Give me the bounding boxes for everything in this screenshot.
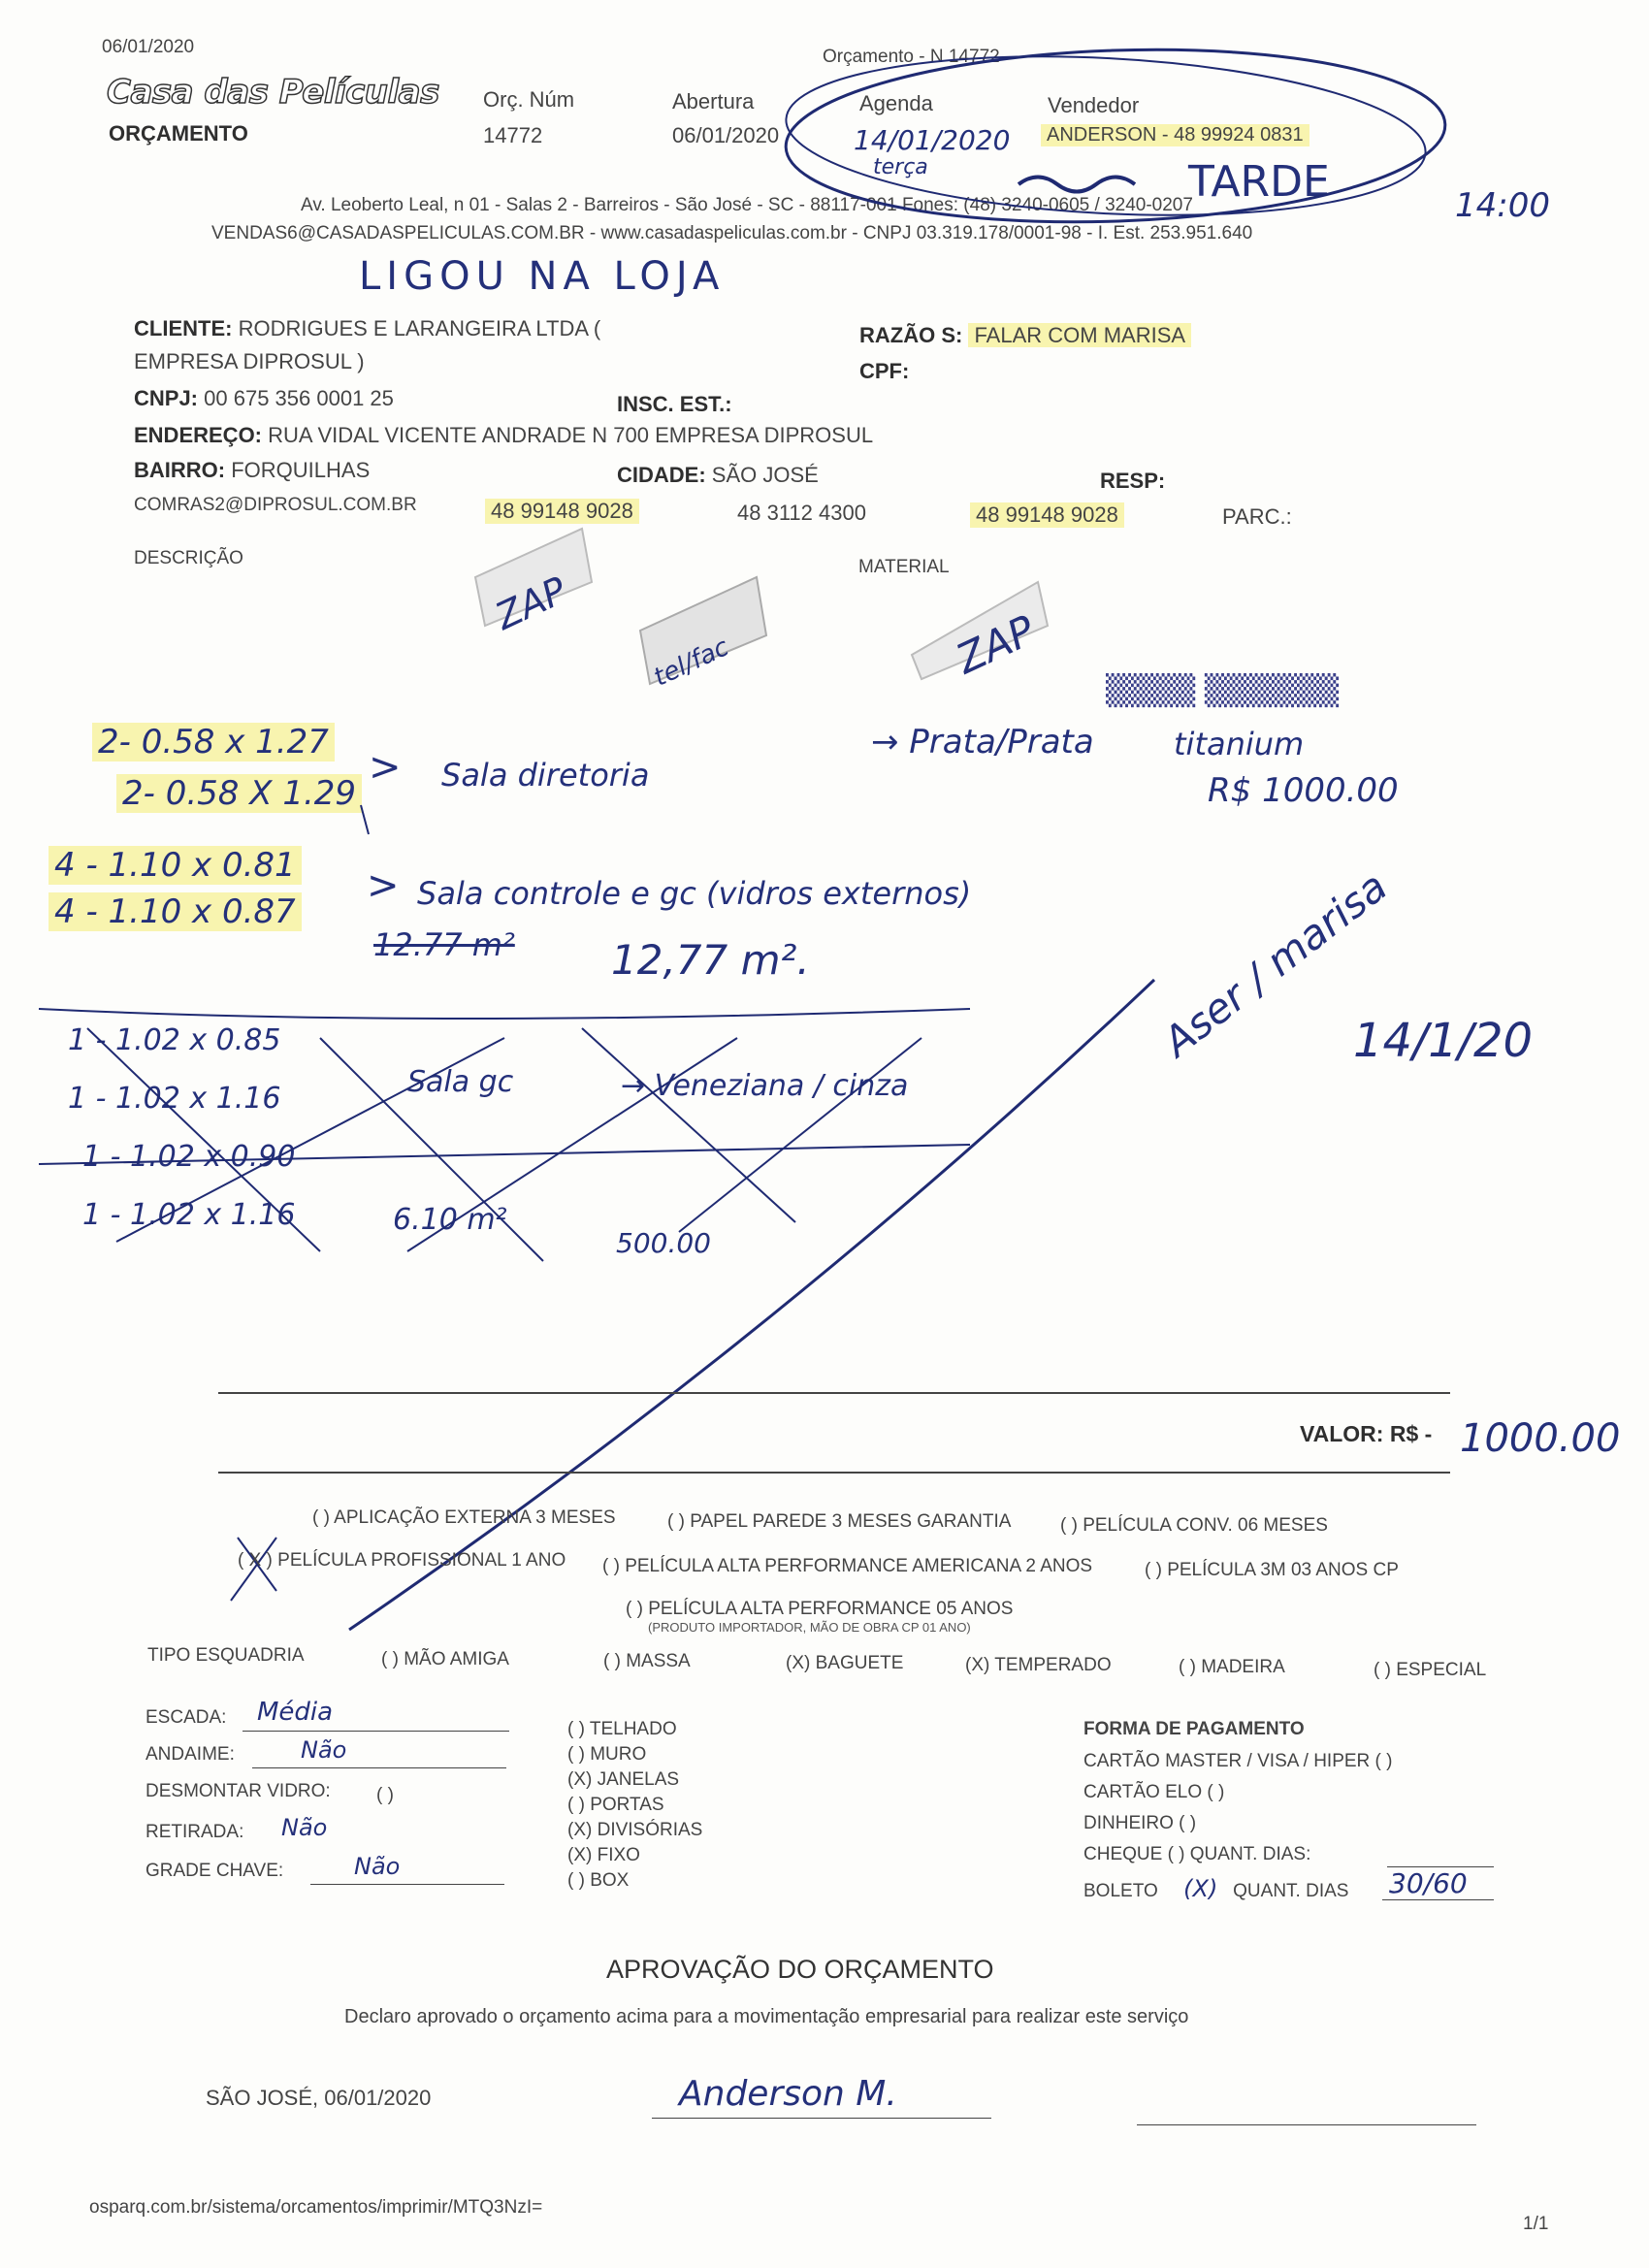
- opt-papel[interactable]: ( ) PAPEL PAREDE 3 MESES GARANTIA: [667, 1511, 1012, 1532]
- hw-bracket-2: >: [367, 863, 400, 908]
- hw-agenda-date: 14/01/2020: [854, 124, 1011, 156]
- hw-cancel-2: 1 - 1.02 x 1.16: [68, 1082, 281, 1116]
- local-janelas[interactable]: (X) JANELAS: [567, 1769, 680, 1790]
- insc-label: INSC. EST.:: [617, 392, 732, 416]
- escada-value[interactable]: Média: [257, 1698, 334, 1727]
- signature-line-1: [652, 2118, 991, 2119]
- pag-boleto-dias-label: QUANT. DIAS: [1233, 1881, 1349, 1901]
- esq-massa[interactable]: ( ) MASSA: [603, 1651, 691, 1671]
- pag-boleto-label: BOLETO: [1083, 1881, 1158, 1901]
- pag-elo[interactable]: CARTÃO ELO ( ): [1083, 1782, 1225, 1802]
- grade-label: GRADE CHAVE:: [146, 1861, 284, 1881]
- pag-boleto[interactable]: [1083, 1875, 1348, 1902]
- desmontar-label: DESMONTAR VIDRO:: [146, 1781, 331, 1801]
- client-phone-2: 48 3112 4300: [737, 501, 866, 525]
- abertura-label: Abertura: [672, 89, 755, 113]
- brand-logo: Casa das Películas: [107, 73, 439, 112]
- doc-type: ORÇAMENTO: [109, 121, 248, 146]
- pag-cheque[interactable]: CHEQUE ( ) QUANT. DIAS:: [1083, 1844, 1311, 1864]
- cpf-label: CPF:: [859, 359, 910, 383]
- grade-value[interactable]: Não: [354, 1853, 401, 1880]
- approval-place-date: SÃO JOSÉ, 06/01/2020: [206, 2086, 432, 2110]
- hw-note: Aser / marisa: [1154, 861, 1397, 1066]
- escada-label: ESCADA:: [146, 1707, 227, 1728]
- approval-title: APROVAÇÃO DO ORÇAMENTO: [606, 1955, 994, 1984]
- endereco-value: RUA VIDAL VICENTE ANDRADE N 700 EMPRESA DIPROSUL: [268, 423, 874, 447]
- andaime-label: ANDAIME:: [146, 1744, 235, 1765]
- bairro-label: BAIRRO:: [134, 458, 226, 482]
- opt-conv[interactable]: ( ) PELÍCULA CONV. 06 MESES: [1060, 1515, 1328, 1536]
- company-address: Av. Leoberto Leal, n 01 - Salas 2 - Barreiros - São José - SC - 88117-001 Fones: (48) 3240-0605 / 3240-0207: [301, 195, 1193, 215]
- parc-label: PARC.:: [1222, 504, 1292, 529]
- agenda-label: Agenda: [859, 91, 933, 115]
- valor-label: VALOR: R$ -: [1300, 1421, 1433, 1446]
- hw-tel: tel/fac: [649, 632, 734, 693]
- client-phone-3: 48 99148 9028: [970, 502, 1124, 528]
- opt-aplicacao[interactable]: ( ) APLICAÇÃO EXTERNA 3 MESES: [312, 1507, 616, 1528]
- orc-num-label: Orç. Núm: [483, 87, 575, 112]
- opt-alta-performance[interactable]: ( ) PELÍCULA ALTA PERFORMANCE 05 ANOS: [626, 1599, 1014, 1619]
- hw-zap-2: ZAP: [949, 605, 1043, 684]
- endereco-label: ENDEREÇO:: [134, 423, 263, 447]
- hw-agenda-day: terça: [873, 155, 928, 179]
- retirada-value[interactable]: Não: [281, 1814, 328, 1841]
- cliente-row-1: [134, 316, 600, 341]
- signature-line-2: [1137, 2124, 1476, 2125]
- orc-num: 14772: [483, 123, 543, 147]
- cliente-value-1: RODRIGUES E LARANGEIRA LTDA (: [238, 316, 601, 340]
- rule-1: [218, 1392, 1450, 1394]
- retirada-label: RETIRADA:: [146, 1822, 244, 1842]
- pag-dinheiro[interactable]: DINHEIRO ( ): [1083, 1813, 1197, 1833]
- pag-dias-value[interactable]: 30/60: [1389, 1867, 1468, 1899]
- hw-price-2: 500.00: [616, 1227, 711, 1259]
- razao-row: [859, 323, 1191, 348]
- descricao-header: DESCRIÇÃO: [134, 548, 243, 568]
- esq-madeira[interactable]: ( ) MADEIRA: [1179, 1657, 1285, 1677]
- pag-cartao[interactable]: CARTÃO MASTER / VISA / HIPER ( ): [1083, 1751, 1393, 1771]
- hw-measure-1: 2- 0.58 x 1.27: [92, 723, 335, 761]
- cnpj-label: CNPJ:: [134, 386, 199, 410]
- abertura-date: 06/01/2020: [672, 123, 780, 147]
- cidade-label: CIDADE:: [617, 463, 706, 487]
- pagamento-title: FORMA DE PAGAMENTO: [1083, 1719, 1305, 1739]
- hw-veneziana: → Veneziana / cinza: [621, 1069, 909, 1103]
- endereco-row: [134, 423, 873, 448]
- pag-boleto-check: (X): [1183, 1875, 1218, 1902]
- client-phone-1: 48 99148 9028: [485, 499, 639, 524]
- footer-page: 1/1: [1523, 2214, 1549, 2234]
- esq-especial[interactable]: ( ) ESPECIAL: [1374, 1660, 1487, 1680]
- hw-zap-1: ZAP: [489, 568, 573, 638]
- resp-label: RESP:: [1100, 469, 1166, 493]
- client-email: COMRAS2@DIPROSUL.COM.BR: [134, 495, 417, 515]
- hw-area-struck: 12.77 m²: [373, 926, 515, 963]
- cliente-value-2: EMPRESA DIPROSUL ): [134, 349, 365, 373]
- andaime-value[interactable]: Não: [301, 1736, 347, 1764]
- local-box[interactable]: ( ) BOX: [567, 1870, 630, 1891]
- hw-measure-3: 4 - 1.10 x 0.81: [48, 846, 302, 885]
- hw-sala-gc: Sala gc: [407, 1065, 514, 1099]
- hw-scribble: ▒▒▒▒ ▒▒▒▒▒▒: [1106, 674, 1340, 708]
- hw-tarde: TARDE: [1188, 157, 1330, 207]
- andaime-line: [252, 1767, 506, 1768]
- valor-value: 1000.00: [1460, 1416, 1621, 1461]
- hw-bracket-1: >: [369, 745, 402, 790]
- hw-measure-4: 4 - 1.10 x 0.87: [48, 892, 302, 931]
- hw-titanium: titanium: [1174, 726, 1305, 762]
- grade-line: [310, 1884, 504, 1885]
- hw-price-1: R$ 1000.00: [1208, 771, 1399, 810]
- footer-url[interactable]: osparq.com.br/sistema/orcamentos/imprimir/MTQ3NzI=: [89, 2197, 543, 2218]
- print-date: 06/01/2020: [102, 37, 195, 57]
- esq-temperado[interactable]: (X) TEMPERADO: [965, 1655, 1112, 1675]
- boleto-line: [1382, 1899, 1494, 1900]
- hw-measure-2: 2- 0.58 X 1.29: [116, 774, 362, 813]
- rule-2: [218, 1472, 1450, 1474]
- local-muro[interactable]: ( ) MURO: [567, 1744, 647, 1765]
- desmontar-value[interactable]: ( ): [376, 1785, 394, 1805]
- local-fixo[interactable]: (X) FIXO: [567, 1845, 640, 1865]
- bairro-value: FORQUILHAS: [231, 458, 371, 482]
- orcamento-ref: Orçamento - N 14772: [823, 47, 1000, 67]
- cnpj-value: 00 675 356 0001 25: [204, 386, 394, 410]
- signature: Anderson M.: [679, 2074, 897, 2114]
- hw-cancel-3: 1 - 1.02 x 0.90: [82, 1140, 296, 1174]
- material-header: MATERIAL: [858, 557, 950, 577]
- hw-sala-controle: Sala controle e gc (vidros externos): [417, 875, 972, 912]
- cnpj-row: [134, 386, 394, 411]
- hw-ligou: LIGOU NA LOJA: [359, 254, 726, 299]
- company-contact: VENDAS6@CASADASPELICULAS.COM.BR - www.casadaspeliculas.com.br - CNPJ 03.319.178/0001-98 - I. Est. 253.951.640: [211, 223, 1253, 243]
- vendedor-label: Vendedor: [1048, 93, 1140, 117]
- local-portas[interactable]: ( ) PORTAS: [567, 1795, 664, 1815]
- opt-alta-performance-note: (PRODUTO IMPORTADOR, MÃO DE OBRA CP 01 ANO): [648, 1620, 971, 1635]
- opt-3m[interactable]: ( ) PELÍCULA 3M 03 ANOS CP: [1145, 1560, 1399, 1580]
- esquadria-label: TIPO ESQUADRIA: [147, 1645, 305, 1666]
- cidade-value: SÃO JOSÉ: [711, 463, 819, 487]
- local-divisorias[interactable]: (X) DIVISÓRIAS: [567, 1820, 703, 1840]
- esq-mao-amiga[interactable]: ( ) MÃO AMIGA: [381, 1649, 509, 1669]
- hw-cancel-1: 1 - 1.02 x 0.85: [68, 1023, 281, 1057]
- hw-sala-diretoria: Sala diretoria: [441, 757, 650, 794]
- cidade-row: [617, 463, 819, 488]
- hw-cancel-4: 1 - 1.02 x 1.16: [82, 1198, 296, 1232]
- escada-line: [242, 1731, 509, 1732]
- vendedor-value: ANDERSON - 48 99924 0831: [1041, 124, 1310, 146]
- opt-profissional[interactable]: ( X ) PELÍCULA PROFISSIONAL 1 ANO: [238, 1550, 566, 1571]
- hw-time: 14:00: [1455, 186, 1550, 225]
- hw-area-2: 6.10 m²: [393, 1203, 507, 1237]
- bairro-row: [134, 458, 370, 483]
- hw-note-date: 14/1/20: [1353, 1014, 1534, 1068]
- razao-value: FALAR COM MARISA: [968, 323, 1191, 347]
- hw-prata: → Prata/Prata: [871, 723, 1094, 761]
- cliente-label: CLIENTE:: [134, 316, 233, 340]
- hw-area: 12,77 m².: [611, 936, 810, 984]
- razao-label: RAZÃO S:: [859, 323, 963, 347]
- opt-americana[interactable]: ( ) PELÍCULA ALTA PERFORMANCE AMERICANA 2 ANOS: [602, 1556, 1093, 1576]
- esq-baguete[interactable]: (X) BAGUETE: [786, 1653, 904, 1673]
- local-telhado[interactable]: ( ) TELHADO: [567, 1719, 677, 1739]
- approval-text: Declaro aprovado o orçamento acima para a movimentação empresarial para realizar este serviço: [344, 2006, 1189, 2027]
